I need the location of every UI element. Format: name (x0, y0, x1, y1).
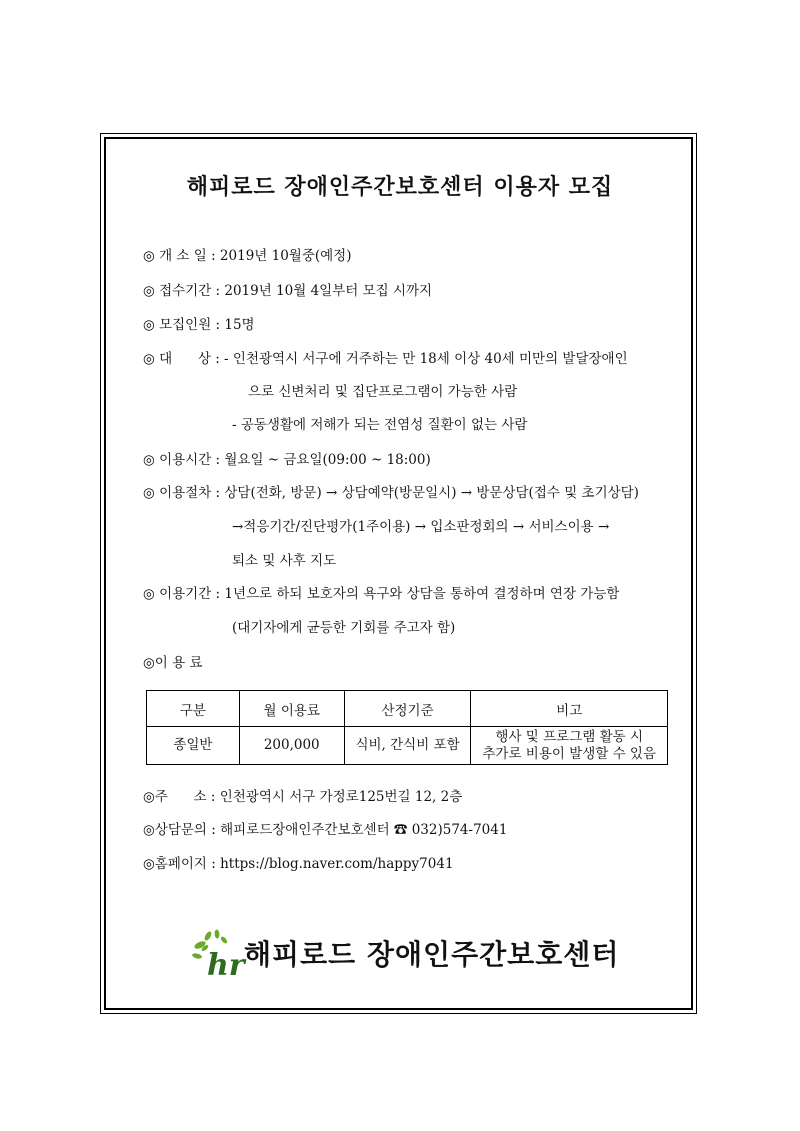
quota-value: 15명 (224, 317, 255, 333)
fee-section-label: ◎이 용 료 (143, 655, 203, 671)
quota-row (143, 316, 255, 334)
svg-text:hr: hr (207, 948, 245, 983)
document-inner-border (104, 137, 693, 1010)
hours-value: 월요일 ~ 금요일(09:00 ~ 18:00) (224, 452, 431, 468)
cell-basis: 식비, 간식비 포함 (344, 727, 471, 765)
footer-organization-name: 해피로드 장애인주간보호센터 (244, 938, 620, 971)
duration-line-2: (대기자에게 균등한 기회를 주고자 함) (232, 620, 456, 636)
duration-label: ◎ 이용기간 : (143, 586, 221, 602)
homepage-link[interactable]: https://blog.naver.com/happy7041 (220, 856, 454, 872)
application-period-row (143, 282, 432, 300)
procedure-line-3: 퇴소 및 사후 지도 (232, 553, 337, 569)
procedure-row (143, 484, 639, 502)
target-row (143, 350, 628, 368)
application-period-value: 2019년 10월 4일부터 모집 시까지 (224, 283, 433, 299)
inquiry-value: 해피로드장애인주간보호센터 ☎ 032)574-7041 (220, 822, 508, 838)
address-value: 인천광역시 서구 가정로125번길 12, 2층 (219, 789, 463, 805)
header-basis: 산정기준 (344, 691, 471, 727)
header-monthly-fee: 월 이용료 (239, 691, 344, 727)
cell-note (471, 727, 668, 765)
footer-brand (190, 928, 620, 983)
application-period-label: ◎ 접수기간 : (143, 283, 221, 299)
address-label: ◎주 소 : (143, 789, 216, 805)
target-line-3: - 공동생활에 저해가 되는 전염성 질환이 없는 사람 (232, 417, 528, 433)
inquiry-label: ◎상담문의 : (143, 822, 216, 838)
quota-label: ◎ 모집인원 : (143, 317, 221, 333)
procedure-line-2: →적응기간/진단평가(1주이용) → 입소판정회의 → 서비스이용 → (232, 519, 610, 535)
opening-date-row (143, 247, 352, 265)
hours-label: ◎ 이용시간 : (143, 452, 221, 468)
table-row (147, 727, 668, 765)
duration-line-1: 1년으로 하되 보호자의 욕구와 상담을 통하여 결정하며 연장 가능함 (224, 586, 620, 602)
opening-date-value: 2019년 10월중(예정) (219, 248, 352, 264)
cell-type: 종일반 (147, 727, 240, 765)
cell-fee: 200,000 (239, 727, 344, 765)
duration-row (143, 585, 619, 603)
cell-note-line-1: 행사 및 프로그램 활동 시 (495, 728, 643, 745)
procedure-line-1: 상담(전화, 방문) → 상담예약(방문일시) → 방문상담(접수 및 초기상담) (224, 485, 639, 501)
target-line-2: 으로 신변처리 및 집단프로그램이 가능한 사람 (248, 384, 518, 400)
inquiry-row (143, 821, 507, 839)
homepage-row (143, 855, 454, 873)
hours-row (143, 451, 431, 469)
header-note: 비고 (471, 691, 668, 727)
fee-table (146, 690, 668, 765)
cell-note-line-2: 추가로 비용이 발생할 수 있음 (482, 745, 657, 762)
header-type: 구분 (147, 691, 240, 727)
procedure-label: ◎ 이용절차 : (143, 485, 221, 501)
page-title: 해피로드 장애인주간보호센터 이용자 모집 (186, 175, 614, 200)
target-line-1: - 인천광역시 서구에 거주하는 만 18세 이상 40세 미만의 발달장애인 (224, 351, 628, 367)
homepage-label: ◎홈페이지 : (143, 856, 216, 872)
target-label: ◎ 대 상 : (143, 351, 220, 367)
opening-date-label: ◎ 개 소 일 : (143, 248, 216, 264)
organization-logo-icon (190, 928, 245, 983)
address-row (143, 788, 462, 806)
fee-table-header-row (147, 691, 668, 727)
